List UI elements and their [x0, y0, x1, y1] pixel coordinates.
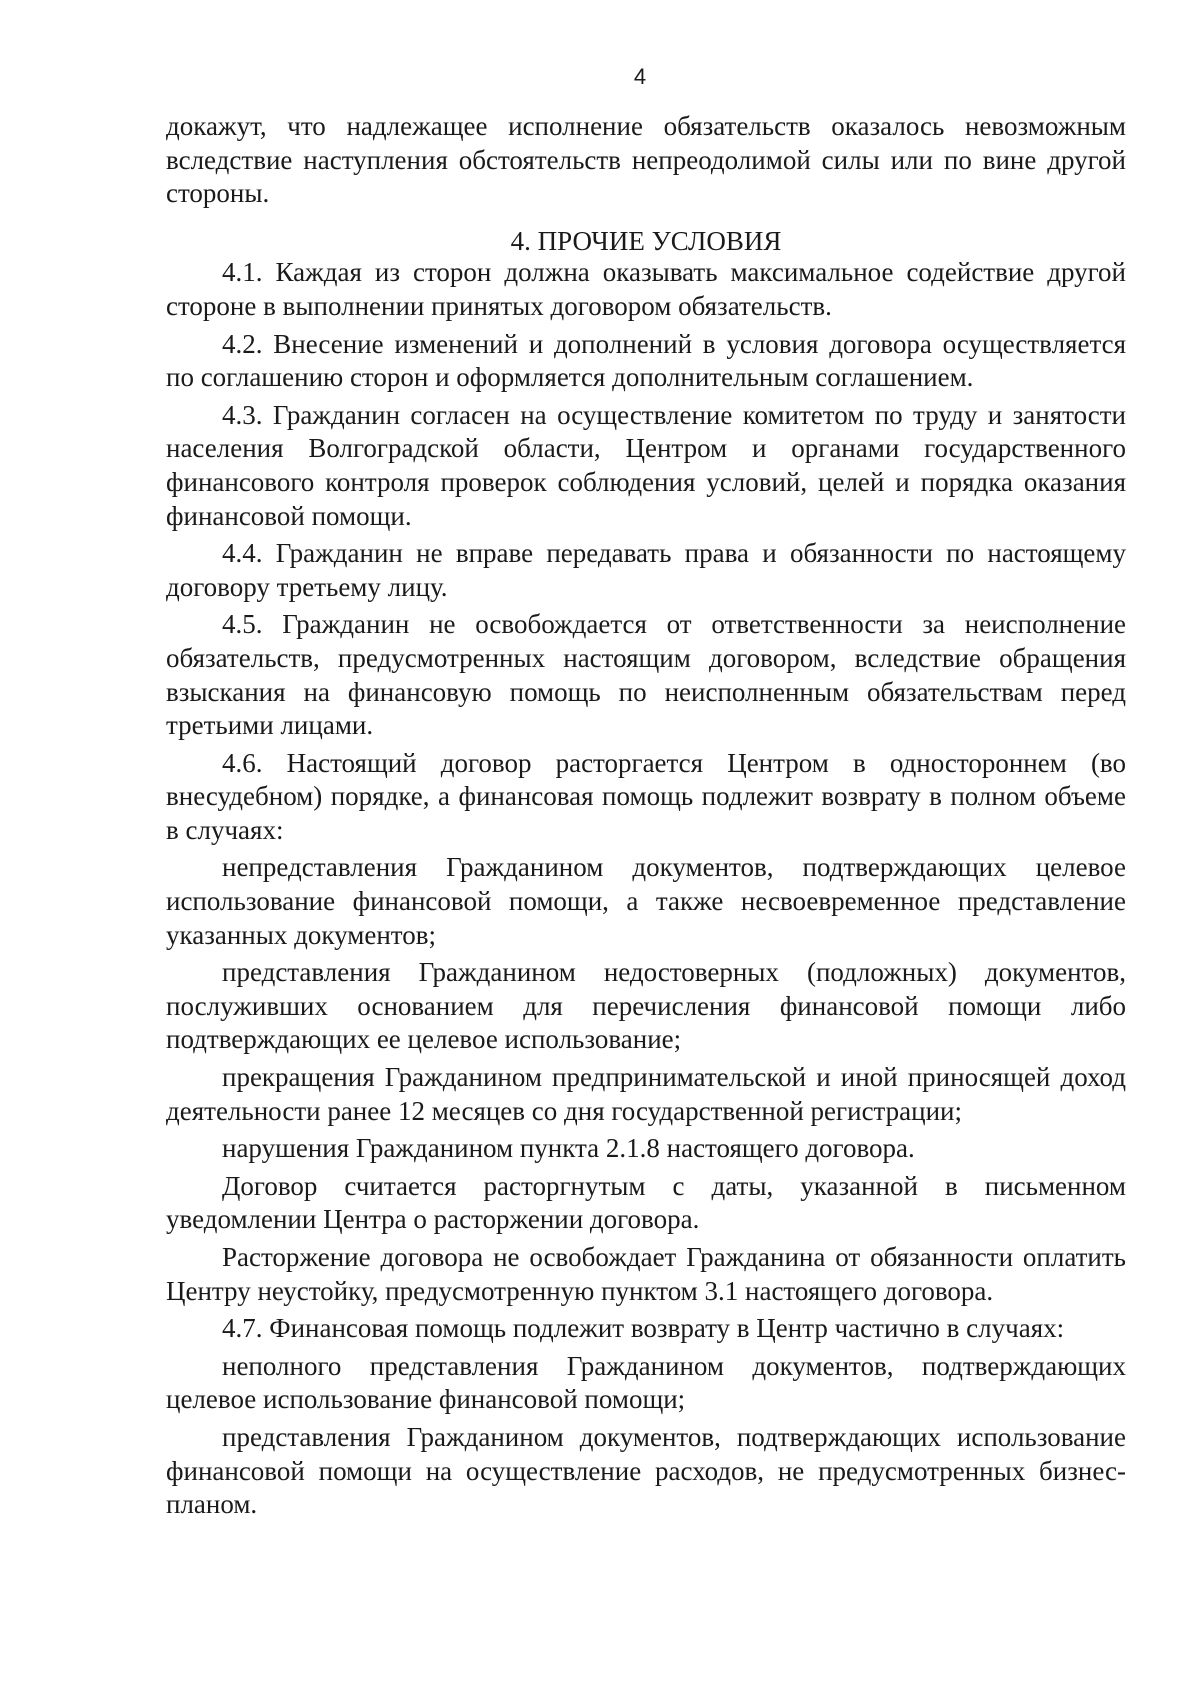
paragraph-4-7: 4.7. Финансовая помощь подлежит возврату в Центр частично в случаях: — [222, 1313, 1065, 1344]
case-item: прекращения Гражданином предпринимательской и иной приносящей доход деятельности ранее 12 месяцев со дня государственной регистрации; — [166, 1062, 1126, 1126]
penalty-paragraph: Расторжение договора не освобождает Гражданина от обязанности оплатить Центру неустойку, предусмотренную пунктом 3.1 настоящего договора. — [166, 1242, 1126, 1306]
paragraph-4-3: 4.3. Гражданин согласен на осуществление комитетом по труду и занятости населения Волгоградской области, Центром и органами государственного финансового контроля проверок соблюдения условий, целей и порядка оказания финансовой помощи. — [166, 399, 1126, 531]
case-item: представления Гражданином недостоверных (подложных) документов, послуживших основанием для перечисления финансовой помощи либо подтверждающих ее целевое использование; — [166, 957, 1126, 1055]
section-title: 4. ПРОЧИЕ УСЛОВИЯ — [510, 225, 782, 256]
paragraph-4-6: 4.6. Настоящий договор расторгается Центром в одностороннем (во внесудебном) порядке, а финансовая помощь подлежит возврату в полном объеме в случаях: — [166, 747, 1126, 845]
paragraph-4-5: 4.5. Гражданин не освобождается от ответственности за неисполнение обязательств, предусмотренных настоящим договором, вследствие обращения взыскания на финансовую помощь по неисполненным обязательствам перед третьими лицами. — [166, 609, 1126, 741]
paragraph-4-2: 4.2. Внесение изменений и дополнений в условия договора осуществляется по соглашению сторон и оформляется дополнительным соглашением. — [166, 328, 1126, 393]
case-item: неполного представления Гражданином документов, подтверждающих целевое использование финансовой помощи; — [166, 1350, 1126, 1415]
case-item: представления Гражданином документов, подтверждающих использование финансовой помощи на осуществление расходов, не предусмотренных бизнес-планом. — [166, 1421, 1126, 1520]
paragraph-4-4: 4.4. Гражданин не вправе передавать права и обязанности по настоящему договору третьему лицу. — [166, 538, 1126, 602]
document-body — [166, 110, 1126, 1522]
intro-paragraph: докажут, что надлежащее исполнение обязательств оказалось невозможным вследствие наступления обстоятельств непреодолимой силы или по вине другой стороны. — [166, 111, 1126, 209]
page-number: 4 — [633, 64, 647, 89]
case-item: нарушения Гражданином пункта 2.1.8 настоящего договора. — [222, 1133, 915, 1164]
paragraph-4-1: 4.1. Каждая из сторон должна оказывать максимальное содействие другой стороне в выполнении принятых договором обязательств. — [166, 257, 1126, 321]
case-item: непредставления Гражданином документов, подтверждающих целевое использование финансовой помощи, а также несвоевременное представление указанных документов; — [166, 852, 1126, 950]
termination-date-paragraph: Договор считается расторгнутым с даты, указанной в письменном уведомлении Центра о расторжении договора. — [166, 1170, 1126, 1235]
